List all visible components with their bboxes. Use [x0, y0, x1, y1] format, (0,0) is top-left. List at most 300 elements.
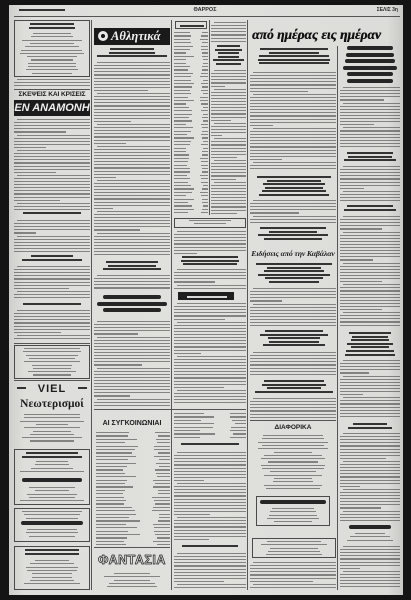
ad-name [19, 549, 85, 558]
text-line [94, 130, 170, 131]
label-box-black [178, 292, 234, 300]
text-line [174, 346, 246, 347]
text-line [158, 435, 170, 436]
text-line [211, 151, 246, 152]
text-line [211, 163, 246, 164]
text-line [340, 294, 400, 295]
text-line [340, 436, 400, 437]
article-body [250, 72, 336, 172]
text-line [29, 536, 75, 537]
text-line [14, 245, 90, 246]
text-line [340, 498, 400, 499]
text-line [174, 343, 246, 344]
text-line [14, 269, 90, 270]
text-line [250, 374, 336, 375]
text-line [343, 166, 400, 167]
text-line [174, 86, 192, 87]
text-line [253, 584, 336, 585]
text-line [340, 266, 400, 267]
text-line [266, 554, 323, 555]
text-line [94, 99, 170, 100]
text-line [96, 469, 123, 470]
text-line [253, 398, 336, 399]
text-line [260, 48, 327, 50]
text-line [114, 573, 150, 574]
text-line [250, 568, 336, 569]
ad-text [77, 387, 88, 391]
text-line [17, 310, 90, 311]
text-line [94, 395, 130, 396]
text-line [158, 520, 170, 521]
subheading [20, 212, 84, 217]
text-line [340, 366, 400, 367]
text-line [27, 529, 77, 530]
text-line [211, 206, 246, 207]
text-line [200, 97, 208, 98]
text-line [201, 212, 208, 213]
text-line [250, 410, 336, 411]
text-line [253, 304, 336, 305]
text-line [33, 374, 71, 375]
text-line [174, 474, 246, 475]
headline [342, 152, 398, 163]
text-line [216, 63, 241, 65]
column-rule [209, 20, 210, 215]
text-line [94, 96, 170, 97]
text-line [94, 158, 170, 159]
text-line [250, 322, 336, 323]
text-line [158, 452, 170, 453]
text-line [174, 387, 224, 388]
text-line [26, 532, 79, 533]
text-line [340, 464, 400, 465]
text-line [250, 203, 336, 204]
text-line [174, 559, 246, 560]
text-line [96, 544, 126, 545]
text-line [96, 459, 128, 460]
text-line [14, 122, 90, 123]
text-line [94, 386, 170, 387]
text-line [36, 461, 68, 462]
transport-list [96, 432, 170, 546]
text-line [17, 335, 90, 336]
text-line [20, 421, 84, 422]
text-line [189, 220, 231, 221]
text-line [250, 307, 336, 308]
ad-text [344, 533, 396, 542]
text-line [177, 553, 246, 554]
label-box [175, 21, 207, 29]
text-line [94, 340, 170, 341]
headline [342, 423, 398, 430]
text-line [262, 384, 326, 386]
text-line [110, 48, 154, 50]
text-line [203, 120, 208, 121]
text-line [27, 570, 76, 571]
text-line [174, 97, 188, 98]
text-line [347, 46, 393, 50]
text-line [340, 297, 400, 298]
text-line [230, 430, 246, 431]
article-body [250, 352, 336, 377]
text-line [201, 134, 208, 135]
text-line [14, 193, 90, 194]
text-line [174, 511, 246, 512]
ad-text [18, 461, 86, 475]
text-line [250, 112, 336, 113]
text-line [340, 504, 400, 505]
text-line [94, 343, 170, 344]
text-line [174, 526, 246, 527]
text-line [174, 209, 194, 210]
text-line [154, 527, 170, 528]
text-line [94, 164, 170, 165]
text-line [174, 413, 204, 414]
text-line [96, 449, 135, 450]
text-line [96, 480, 127, 481]
text-line [174, 416, 214, 417]
text-line [96, 466, 127, 467]
text-line [96, 503, 124, 504]
text-line [203, 80, 208, 81]
text-line [35, 464, 68, 465]
text-line [343, 511, 400, 512]
text-line [259, 194, 328, 196]
text-line [157, 476, 170, 477]
text-line [26, 69, 78, 70]
text-line [174, 365, 246, 366]
page-number: ΣΕΛΙΣ 3η [376, 7, 398, 13]
text-line [250, 159, 282, 160]
text-line [211, 154, 246, 155]
text-line [24, 514, 81, 515]
text-line [17, 266, 90, 267]
text-line [340, 146, 400, 147]
text-line [214, 123, 246, 124]
text-line [174, 530, 246, 531]
text-line [14, 169, 90, 170]
text-line [340, 194, 400, 195]
text-line [250, 316, 336, 317]
text-line [174, 353, 201, 354]
text-line [269, 341, 320, 343]
text-line [201, 73, 208, 74]
text-line [262, 438, 323, 439]
text-line [174, 212, 188, 213]
text-line [174, 340, 246, 341]
ad-name [260, 500, 326, 505]
text-line [340, 416, 400, 417]
text-line [174, 533, 246, 534]
text-line [250, 84, 336, 85]
misc-text [252, 435, 334, 491]
text-line [14, 322, 90, 323]
text-line [211, 185, 246, 186]
text-line [250, 222, 336, 223]
subheading [180, 545, 240, 550]
text-line [340, 169, 400, 170]
text-line [340, 486, 360, 487]
text-line [174, 427, 213, 428]
text-line [211, 172, 246, 173]
text-line [14, 239, 90, 240]
text-line [340, 93, 400, 94]
text-line [96, 510, 135, 511]
text-line [174, 46, 193, 47]
text-line [211, 200, 246, 201]
text-line [250, 109, 336, 110]
text-line [94, 71, 170, 72]
text-line [182, 256, 238, 258]
text-line [177, 584, 246, 585]
text-line [211, 95, 246, 96]
text-line [202, 52, 208, 53]
text-line [201, 144, 208, 145]
section-heading: ΣΚΕΨΕΙΣ ΚΑΙ ΚΡΙΣΕΙΣ [18, 91, 86, 98]
text-line [174, 158, 189, 159]
text-line [201, 35, 208, 36]
text-line [20, 500, 84, 501]
text-line [107, 586, 157, 587]
text-line [211, 110, 246, 111]
text-line [94, 109, 170, 110]
text-line [28, 371, 76, 372]
text-line [340, 574, 400, 575]
text-line [174, 275, 246, 276]
text-line [343, 127, 400, 128]
text-line [253, 72, 336, 73]
text-line [97, 275, 170, 276]
text-line [94, 352, 170, 353]
text-line [24, 361, 80, 362]
text-line [253, 128, 336, 129]
text-line [264, 380, 324, 382]
text-line [340, 109, 400, 110]
section-rule [94, 409, 246, 410]
text-line [174, 377, 246, 378]
text-line [340, 90, 400, 91]
article-body [340, 546, 400, 590]
text-line [94, 118, 170, 119]
text-line [255, 391, 333, 393]
article-body [174, 303, 246, 406]
subheading [18, 255, 86, 263]
text-line [174, 178, 190, 179]
ad-tagline: Νεωτερισμοί [20, 398, 84, 410]
text-line [94, 251, 170, 252]
text-line [159, 459, 170, 460]
text-line [14, 223, 90, 224]
text-line [153, 507, 170, 508]
text-line [24, 583, 79, 584]
text-line [201, 195, 208, 196]
text-line [250, 371, 336, 372]
text-line [211, 126, 246, 127]
text-line [174, 144, 190, 145]
ad-name [20, 478, 84, 483]
text-line [340, 514, 400, 515]
text-line [97, 146, 170, 147]
text-line [340, 272, 400, 273]
text-line [340, 137, 400, 138]
text-line [177, 269, 246, 270]
text-line [250, 156, 336, 157]
subheading [180, 443, 240, 448]
text-line [340, 269, 400, 270]
text-line [20, 471, 84, 472]
text-line [96, 527, 137, 528]
text-line [96, 446, 138, 447]
text-line [250, 150, 336, 151]
text-line [258, 448, 328, 449]
text-line [211, 213, 237, 214]
text-line [340, 439, 400, 440]
text-line [174, 168, 190, 169]
text-line [174, 154, 189, 155]
text-line [96, 493, 123, 494]
text-line [28, 66, 75, 67]
text-line [103, 295, 162, 299]
text-line [340, 112, 400, 113]
article-body [14, 119, 90, 211]
text-line [177, 390, 246, 391]
section-rule [94, 547, 170, 548]
text-line [340, 219, 400, 220]
text-line [174, 151, 186, 152]
text-line [340, 275, 400, 276]
sports-banner [94, 28, 170, 45]
text-line [250, 361, 336, 362]
text-line [94, 155, 170, 156]
text-line [353, 423, 388, 425]
text-line [17, 387, 26, 389]
ad-text [18, 348, 86, 376]
text-line [96, 541, 124, 542]
text-line [17, 150, 90, 151]
text-line [274, 452, 312, 453]
text-line [96, 456, 136, 457]
text-line [340, 495, 400, 496]
text-line [17, 220, 90, 221]
text-line [174, 508, 246, 509]
newspaper-name: ΘΑΡΡΟΣ [193, 7, 217, 13]
text-line [263, 183, 325, 185]
text-line [17, 203, 90, 204]
text-line [267, 387, 321, 389]
text-line [97, 180, 170, 181]
text-line [200, 76, 208, 77]
masthead-text [17, 33, 87, 74]
text-line [106, 261, 158, 263]
text-line [96, 442, 125, 443]
text-line [17, 119, 90, 120]
text-line [157, 442, 170, 443]
text-line [94, 389, 170, 390]
text-line [203, 185, 208, 186]
text-line [211, 82, 246, 83]
text-line [103, 268, 160, 270]
text-line [340, 385, 400, 386]
text-line [174, 499, 246, 500]
text-line [14, 178, 90, 179]
text-line [211, 76, 246, 77]
text-line [345, 354, 395, 356]
article-body [94, 275, 170, 290]
text-line [211, 34, 246, 35]
text-line [253, 216, 336, 217]
text-line [14, 187, 90, 188]
text-line [174, 536, 246, 537]
text-line [32, 73, 72, 74]
headline [254, 380, 334, 395]
article-body [250, 562, 336, 590]
article-body [340, 360, 400, 420]
text-line [94, 102, 170, 103]
column-title: από ημέρας εις ημέραν [252, 27, 381, 42]
ad-brand: VIEL [37, 383, 67, 395]
text-line [351, 339, 389, 341]
text-line [202, 154, 208, 155]
ad-text [17, 414, 87, 444]
text-line [174, 32, 190, 33]
text-line [174, 253, 197, 254]
text-line [211, 194, 246, 195]
text-line [23, 303, 81, 305]
text-line [211, 38, 246, 39]
text-line [343, 489, 400, 490]
text-line [14, 166, 90, 167]
text-line [202, 127, 208, 128]
article-body [14, 310, 90, 341]
text-line [250, 100, 336, 101]
text-line [174, 141, 191, 142]
text-line [94, 346, 170, 347]
text-line [174, 393, 246, 394]
text-line [152, 510, 170, 511]
text-line [174, 402, 246, 403]
text-line [202, 151, 208, 152]
text-line [94, 198, 170, 199]
article-body [340, 166, 400, 202]
text-line [104, 576, 160, 577]
text-line [103, 308, 162, 312]
text-line [94, 239, 170, 240]
text-line [94, 324, 170, 325]
text-line [258, 442, 329, 443]
text-line [31, 255, 74, 257]
text-line [211, 157, 237, 158]
text-line [201, 165, 208, 166]
text-line [340, 549, 400, 550]
text-line [340, 278, 400, 279]
text-line [340, 449, 400, 450]
text-line [97, 55, 167, 57]
text-line [211, 169, 246, 170]
text-line [346, 53, 394, 57]
text-line [96, 439, 137, 440]
text-line [343, 66, 396, 70]
text-line [250, 75, 336, 76]
text-line [174, 468, 246, 469]
text-line [174, 192, 192, 193]
text-line [340, 467, 400, 468]
text-line [174, 237, 246, 238]
editorial-banner [14, 100, 90, 116]
text-line [250, 88, 336, 89]
text-line [235, 423, 246, 424]
text-line [218, 56, 238, 58]
text-line [97, 124, 170, 125]
